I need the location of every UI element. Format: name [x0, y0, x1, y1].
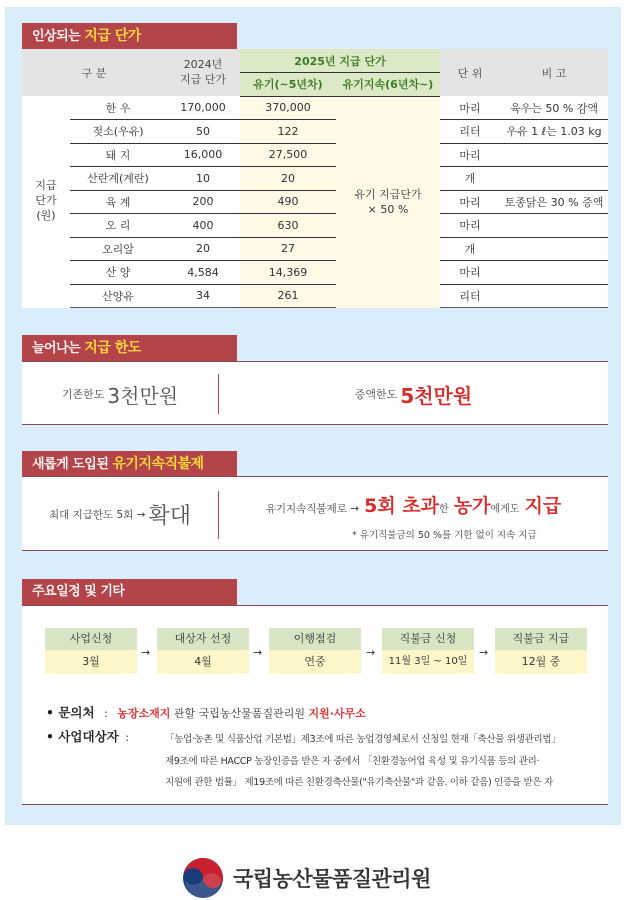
- section-title: 주요일정 및 기타: [32, 584, 125, 599]
- separator: :: [104, 707, 108, 720]
- limit-card: [22, 361, 608, 425]
- cell-2024: 200: [166, 190, 240, 214]
- target-label: • 사업대상자: [46, 729, 119, 744]
- cell-organic: 490: [240, 190, 336, 214]
- table-row: [22, 190, 608, 214]
- cell-unit: 개: [440, 237, 500, 261]
- cell-2024: 50: [166, 120, 240, 144]
- cell-note: 육우는 50 % 감액: [500, 96, 608, 120]
- section-title-highlight: 지급 한도: [84, 340, 141, 356]
- cell-unit: 리터: [440, 284, 500, 308]
- table-row: [22, 143, 608, 167]
- footnote: * 유기직불금의 50 %를 기한 없이 지속 지급: [352, 530, 537, 541]
- cell-2024: 4,584: [166, 261, 240, 285]
- cell-item: 젖소(우유): [70, 120, 166, 144]
- cell-item: 한 우: [70, 96, 166, 120]
- table-row: [22, 261, 608, 285]
- cell-note: [500, 284, 608, 308]
- contact-info: [46, 703, 366, 721]
- table-row: [22, 237, 608, 261]
- contact-office: 지원·사무소: [308, 707, 366, 720]
- rates-table: [22, 49, 608, 308]
- arrow-icon: →: [253, 646, 263, 659]
- max-limit-label: 최대 지급한도 5회 →: [48, 509, 146, 521]
- section-header-rates: [22, 23, 237, 49]
- section-title-prefix: 인상되는: [32, 29, 85, 44]
- target-line: 「농업·농촌 및 식품산업 기본법」제3조에 따른 농업경영체로서 신청일 현재「축산물 위생관리법」: [165, 734, 561, 745]
- cell-organic: 370,000: [240, 96, 336, 120]
- org-name: 국립농산물품질관리원: [233, 867, 431, 891]
- existing-limit: [22, 362, 218, 426]
- cell-note: [500, 143, 608, 167]
- schedule-step: [45, 628, 137, 676]
- existing-limit-label: 기존한도: [61, 388, 105, 401]
- step-title: 이행점검: [269, 628, 361, 650]
- contact-label: • 문의처: [46, 705, 95, 720]
- section-title-prefix: 늘어나는: [32, 341, 85, 356]
- target-line: 제9조에 따른 HACCP 농장인증을 받은 자 중에서 「친환경농어업 육성 및 유기식품 등의 관리·: [165, 756, 540, 767]
- cell-note: [500, 167, 608, 191]
- arrow-icon: →: [366, 646, 376, 659]
- cell-unit: 마리: [440, 190, 500, 214]
- table-row: [22, 96, 608, 120]
- section-header-limit: [22, 335, 237, 361]
- continued-payment: [219, 491, 608, 518]
- step-date: 4월: [157, 650, 249, 674]
- schedule-step: [269, 628, 361, 676]
- header-2025: 2025년 지급 단가: [240, 49, 440, 73]
- cell-organic: 27,500: [240, 143, 336, 167]
- row-group-label: 지급 단가 (원): [22, 96, 70, 308]
- cell-unit: 개: [440, 167, 500, 191]
- schedule-step: [382, 628, 474, 676]
- new-program-card: [22, 476, 608, 551]
- section-title-prefix: 새롭게 도입된: [32, 457, 113, 472]
- cell-item: 오 리: [70, 214, 166, 238]
- cell-2024: 400: [166, 214, 240, 238]
- cell-note: 토종닭은 30 % 증액: [500, 190, 608, 214]
- cell-organic: 20: [240, 167, 336, 191]
- contact-location: 농장소재지: [117, 707, 171, 720]
- header-organic: 유기(~5년차): [240, 73, 336, 97]
- increased-limit-label: 증액한도: [354, 388, 398, 401]
- text-fragment: 한: [439, 504, 449, 515]
- step-title: 직불금 지급: [495, 628, 587, 650]
- separator: :: [125, 731, 129, 744]
- section-title-highlight: 유기지속직불제: [112, 456, 204, 472]
- step-title: 직불금 신청: [382, 628, 474, 650]
- schedule-step: [157, 628, 249, 676]
- header-2024: 2024년 지급 단가: [166, 49, 240, 96]
- target-info: [46, 727, 129, 745]
- cell-note: 우유 1 ℓ는 1.03 kg: [500, 120, 608, 144]
- cell-note: [500, 261, 608, 285]
- cell-2024: 20: [166, 237, 240, 261]
- header-unit: 단 위: [440, 49, 500, 96]
- cell-item: 산양유: [70, 284, 166, 308]
- cell-2024: 34: [166, 284, 240, 308]
- increased-limit: [219, 362, 608, 426]
- cell-unit: 리터: [440, 120, 500, 144]
- org-logo: [181, 856, 431, 900]
- contact-org: 관할 국립농산물품질관리원: [170, 707, 309, 720]
- header-category: 구 분: [22, 49, 166, 96]
- cell-unit: 마리: [440, 143, 500, 167]
- cell-organic: 27: [240, 237, 336, 261]
- continued-payment-prefix: 유기지속직불제로 →: [265, 503, 359, 515]
- cell-item: 돼 지: [70, 143, 166, 167]
- farms: 농가: [453, 495, 491, 517]
- cell-organic: 14,369: [240, 261, 336, 285]
- section-title-highlight: 지급 단가: [84, 28, 141, 44]
- table-row: [22, 284, 608, 308]
- cell-unit: 마리: [440, 96, 500, 120]
- arrow-icon: →: [479, 646, 489, 659]
- cell-item: 산 양: [70, 261, 166, 285]
- cell-organic-cont: 유기 지급단가 × 50 %: [336, 96, 440, 308]
- cell-item: 산란계(계란): [70, 167, 166, 191]
- cell-item: 오리알: [70, 237, 166, 261]
- cell-item: 육 계: [70, 190, 166, 214]
- step-date: 연중: [269, 650, 361, 674]
- cell-organic: 261: [240, 284, 336, 308]
- cell-2024: 16,000: [166, 143, 240, 167]
- cell-2024: 10: [166, 167, 240, 191]
- step-date: 12월 중: [495, 650, 587, 674]
- step-date: 11월 3일 ~ 10일: [382, 650, 474, 674]
- step-date: 3월: [45, 650, 137, 674]
- cell-organic: 122: [240, 120, 336, 144]
- header-note: 비 고: [500, 49, 608, 96]
- cell-unit: 마리: [440, 261, 500, 285]
- max-limit-expand: 확대: [148, 504, 191, 529]
- text-fragment: 에게도: [490, 504, 520, 515]
- cell-organic: 630: [240, 214, 336, 238]
- cell-note: [500, 214, 608, 238]
- taegeuk-logo-icon: [181, 856, 225, 900]
- increased-limit-value: 5천만원: [400, 383, 473, 408]
- cell-2024: 170,000: [166, 96, 240, 120]
- existing-limit-value: 3천만원: [107, 383, 179, 408]
- table-row: [22, 120, 608, 144]
- step-title: 대상자 선정: [157, 628, 249, 650]
- step-title: 사업신청: [45, 628, 137, 650]
- cell-note: [500, 237, 608, 261]
- table-row: [22, 167, 608, 191]
- max-limit-expansion: [22, 477, 218, 552]
- target-line: 지원에 관한 법률」 제19조에 따른 친환경축산물("유기축산물"과 같음. 이하 같음) 인증을 받은 자: [165, 777, 553, 788]
- over-five-times: 5회 초과: [364, 495, 439, 517]
- schedule-step: [495, 628, 587, 676]
- table-row: [22, 214, 608, 238]
- section-header-schedule: [22, 579, 237, 605]
- cell-unit: 마리: [440, 214, 500, 238]
- payment: 지급: [524, 495, 562, 517]
- section-header-new-program: [22, 451, 237, 477]
- header-organic-cont: 유기지속(6년차~): [336, 73, 440, 97]
- arrow-icon: →: [141, 646, 151, 659]
